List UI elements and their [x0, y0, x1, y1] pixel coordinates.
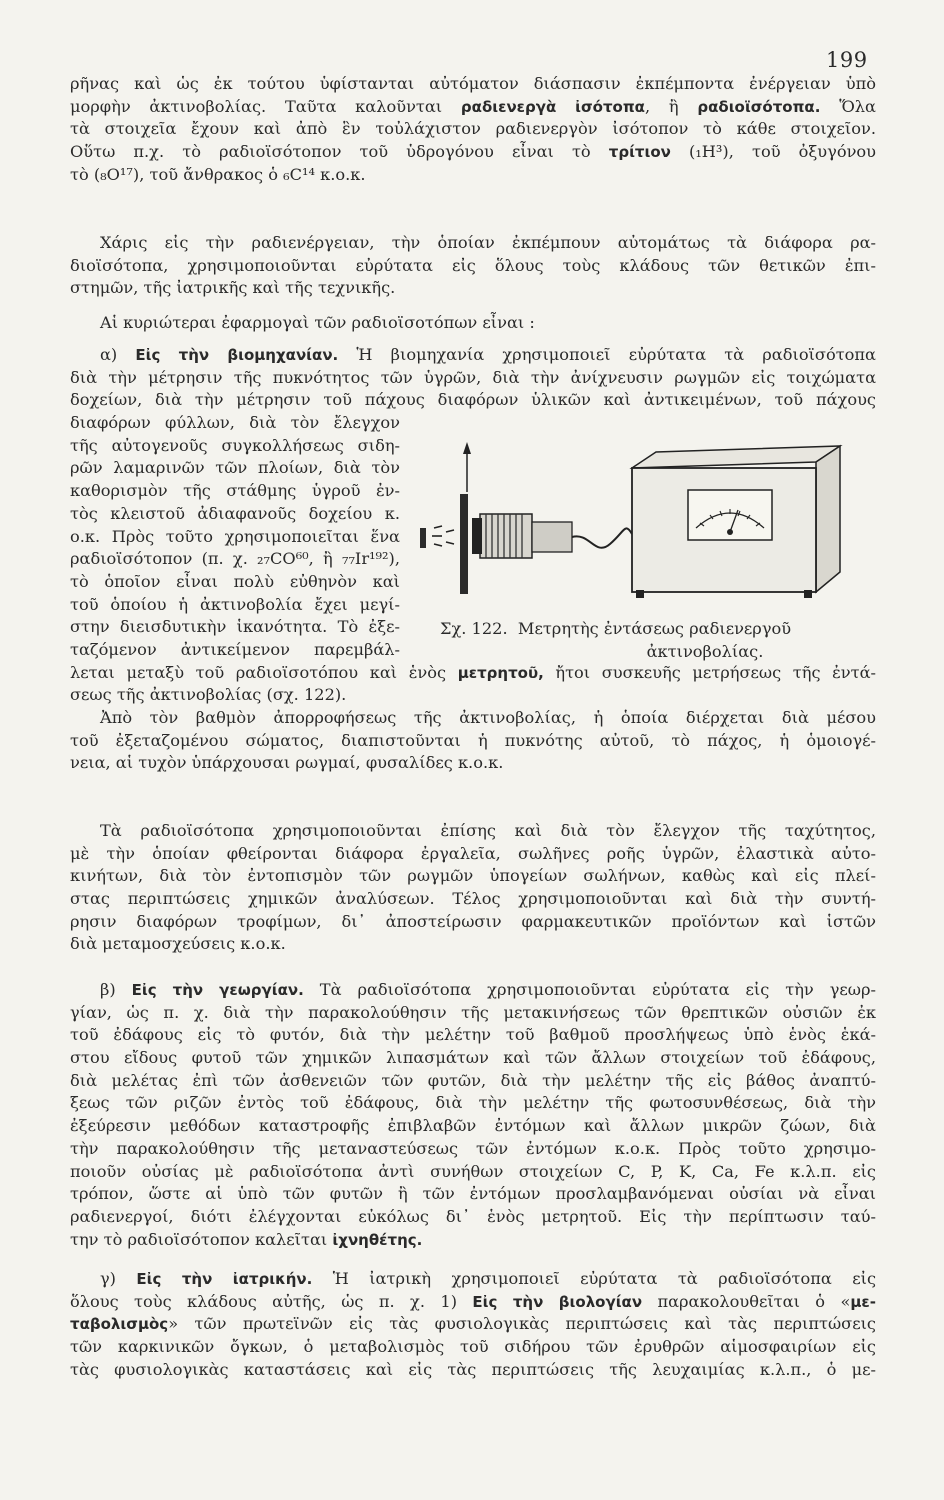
text-line: Αἱ κυριώτεραι ἐφαρμογαὶ τῶν ραδιοϊσοτόπων εἶναι : — [100, 313, 535, 332]
text-line: ρῆνας καὶ ὡς ἐκ τούτου ὑφίστανται αὐτόματον διάσπασιν ἐκπέμποντα ἐνέργειαν ὑπὸ — [70, 74, 876, 93]
term-tracer: ἰχνηθέτης. — [332, 1230, 423, 1249]
agriculture-heading: Εἰς τὴν γεωργίαν. — [131, 981, 304, 999]
figure-caption — [440, 618, 880, 663]
text-line: διὰ μελέτας ἐπὶ τῶν ἀσθενειῶν τῶν φυτῶν, διὰ τὴν μελέτην τῆς εἰς βάθος ἀναπτύ- — [70, 1070, 876, 1090]
object-plate — [460, 494, 468, 594]
text-line: Ἀπὸ τὸν βαθμὸν ἀπορροφήσεως τῆς ἀκτινοβολίας, ἡ ὁποία διέρχεται διὰ μέσου — [100, 708, 876, 727]
text-line: τὸς κλειστοῦ ἀδιαφανοῦς δοχείου κ. — [70, 503, 400, 523]
text-line: ἐξεύρεσιν μεθόδων καταστροφῆς ἐπιβλαβῶν ἐντόμων καὶ ἄλλων μικρῶν ζώων, διὰ — [70, 1116, 876, 1136]
text-line: Οὕτω π.χ. τὸ ραδιοϊσότοπον τοῦ ὑδρογόνου εἶναι τὸ τρίτιον (₁H³), τοῦ ὀξυγόνου — [70, 142, 876, 162]
text-line: ραδιοϊσότοπον (π. χ. ₂₇CO⁶⁰, ἢ ₇₇Ir¹⁹²), — [70, 549, 400, 569]
speed-paragraph — [70, 820, 876, 956]
text-line: καθορισμὸν τῆς στάθμης ὑγροῦ ἐν- — [70, 481, 400, 501]
page-number: 199 — [826, 48, 868, 72]
text-line: μὲ τὴν ὁποίαν φθείρονται διάφορα ἐργαλεῖα, σωλῆνες ροῆς ὑγρῶν, ἐλαστικὰ αὐτο- — [70, 843, 876, 863]
agriculture-section — [70, 979, 876, 1251]
caption-line-2: ἀκτινοβολίας. — [646, 641, 764, 661]
text-line: ρῶν λαμαρινῶν τῶν πλοίων, διὰ τὸν — [70, 458, 400, 478]
text-line: ταβολισμὸς» τῶν πρωτεϊνῶν εἰς τὰς φυσιολογικὰς περιπτώσεις καὶ τὰς περιπτώσεις — [70, 1314, 876, 1334]
medicine-section — [70, 1268, 876, 1381]
text-line: στου εἴδους φυτοῦ τῶν χημικῶν λιπασμάτων καὶ τῶν ἄλλων στοιχείων τοῦ ἐδάφους, — [70, 1048, 876, 1068]
text-line: λεται μεταξὺ τοῦ ραδιοϊσοτόπου καὶ ἑνὸς μετρητοῦ, ἤτοι συσκευῆς μετρήσεως τῆς ἐντά- — [70, 662, 876, 682]
arrow-head — [463, 442, 471, 454]
text-line: τῆς αὐτογενοῦς συγκολλήσεως σιδη- — [70, 435, 400, 455]
text-line: ὅλους τοὺς κλάδους αὐτῆς, ὡς π. χ. 1) Εἰς τὴν βιολογίαν παρακολουθεῖται ὁ «με- — [70, 1291, 876, 1311]
text-line: τοῦ ἐξεταζομένου σώματος, διαπιστοῦνται ἡ πυκνότης αὐτοῦ, τὸ πάχος, ἡ ὁμοιογέ- — [70, 730, 876, 750]
text-line: σεως τῆς ἀκτινοβολίας (σχ. 122). — [70, 685, 347, 705]
text-line: νεια, αἱ τυχὸν ὑπάρχουσαι ρωγμαί, φυσαλίδες κ.ο.κ. — [70, 753, 504, 773]
usage-paragraph — [70, 232, 876, 300]
text-line: στημῶν, τῆς ἰατρικῆς καὶ τῆς τεχνικῆς. — [70, 278, 396, 298]
text-line: α) Εἰς τὴν βιομηχανίαν. Ἡ βιομηχανία χρησιμοποιεῖ εὐρύτατα τὰ ραδιοϊσότοπα — [100, 345, 876, 364]
text-line: γ) Εἰς τὴν ἰατρικήν. Ἡ ἰατρικὴ χρησιμοποιεῖ εὐρύτατα τὰ ραδιοϊσότοπα εἰς — [100, 1269, 876, 1288]
text-line: Τὰ ραδιοϊσότοπα χρησιμοποιοῦνται ἐπίσης καὶ διὰ τὸν ἔλεγχον τῆς ταχύτητος, — [100, 821, 876, 840]
text-line: τὰ στοιχεῖα ἔχουν καὶ ἀπὸ ἓν τοὐλάχιστον ραδιενεργὸν ἰσότοπον τὸ κάθε στοιχεῖον. — [70, 119, 876, 139]
text-line: κινήτων, διὰ τὸν ἐντοπισμὸν τῶν ρωγμῶν ὑπογείων σωλήνων, καθὼς καὶ εἰς πλεί- — [70, 866, 876, 886]
text-line: μορφὴν ἀκτινοβολίας. Ταῦτα καλοῦνται ραδιενεργὰ ἰσότοπα, ἢ ραδιοϊσότοπα. Ὅλα — [70, 96, 876, 116]
medicine-heading: Εἰς τὴν ἰατρικήν. — [136, 1270, 313, 1288]
term-metabolism: ταβολισμὸς — [70, 1315, 169, 1334]
text-line: τοῦ ἐδάφους εἰς τὸ φυτόν, διὰ τὴν μελέτην τοῦ βαθμοῦ προσλήψεως ὑπὸ ἑνὸς ἑκά- — [70, 1025, 876, 1045]
text-line: τρόπον, ὥστε αἱ ὑπὸ τῶν φυτῶν ἢ τῶν ἐντόμων προσλαμβανόμεναι οὐσίαι νὰ εἶναι — [70, 1184, 876, 1204]
text-line: τὸ ὁποῖον εἶναι πολὺ εὐθηνὸν καὶ — [70, 571, 400, 591]
text-line: τῶν καρκινικῶν ὄγκων, ὁ μεταβολισμὸς τοῦ σιδήρου τῶν ἐρυθρῶν αἱμοσφαιρίων εἰς — [70, 1337, 876, 1357]
text-line: ξεως τῶν ριζῶν ἐντὸς τοῦ ἐδάφους, διὰ τὴν μελέτην τῆς φωτοσυνθέσεως, διὰ τὴν — [70, 1093, 876, 1113]
text-line: δοχείων, διὰ τὴν μέτρησιν τοῦ πάχους διαφόρων ὑλικῶν καὶ ἀντικειμένων, τοῦ πάχους — [70, 390, 876, 410]
text-line: ταζόμενον ἀντικείμενον παρεμβάλ- — [70, 639, 400, 659]
text-line: διὰ μεταμοσχεύσεις κ.ο.κ. — [70, 934, 286, 954]
text-line: τὴν παρακολούθησιν τῆς μεταναστεύσεως τῶν ἐντόμων κ.ο.κ. Πρὸς τοῦτο χρησιμο- — [70, 1138, 876, 1158]
text-line: τοῦ ὁποίου ἡ ἀκτινοβολία ἔχει μεγί- — [70, 594, 400, 614]
radiation-counter-drawing — [420, 432, 880, 622]
text-line: στας περιπτώσεις χημικῶν ἀναλύσεων. Τέλος χρησιμοποιοῦνται καὶ διὰ τὴν συντή- — [70, 889, 876, 909]
text-line: β) Εἰς τὴν γεωργίαν. Τὰ ραδιοϊσότοπα χρησιμοποιοῦνται εὐρύτατα εἰς τὴν γεωρ- — [100, 980, 876, 999]
caption-line-1: Μετρητὴς ἐντάσεως ραδιενεργοῦ — [517, 619, 792, 638]
text-line: τὸ (₈O¹⁷), τοῦ ἄνθρακος ὁ ₆C¹⁴ κ.ο.κ. — [70, 164, 366, 184]
text-line: διὰ τὴν μέτρησιν τῆς πυκνότητος τῶν ὑγρῶν, διὰ τὴν ἀνίχνευσιν ρωγμῶν εἰς τοιχώματα — [70, 367, 876, 387]
figure-number: Σχ. 122. — [440, 619, 508, 638]
detector-tube — [480, 514, 532, 558]
applications-intro — [70, 312, 876, 335]
biology-heading: Εἰς τὴν βιολογίαν — [472, 1292, 643, 1311]
industry-heading: Εἰς τὴν βιομηχανίαν. — [135, 346, 339, 364]
text-line: διοϊσότοπα, χρησιμοποιοῦνται εὐρύτατα εἰς ὅλους τοὺς κλάδους τῶν θετικῶν ἐπι- — [70, 255, 876, 275]
text-line: την τὸ ραδιοϊσότοπον καλεῖται ἰχνηθέτης. — [70, 1229, 423, 1249]
cable — [572, 528, 632, 547]
text-line: ο.κ. Πρὸς τοῦτο χρησιμοποιεῖται ἕνα — [70, 526, 400, 546]
text-line: στην διεισδυτικὴν ἱκανότητα. Τὸ ἐξε- — [70, 617, 400, 637]
text-line: τὰς φυσιολογικὰς καταστάσεις καὶ εἰς τὰς περιπτώσεις τῆς λευχαιμίας κ.λ.π., ὁ με- — [70, 1359, 876, 1379]
term-counter: μετρητοῦ, — [457, 663, 544, 682]
term-radioactive-isotopes: ραδιενεργὰ ἰσότοπα — [460, 97, 645, 116]
text-line: διαφόρων φύλλων, διὰ τὸν ἔλεγχον — [70, 413, 400, 433]
text-line: Χάρις εἰς τὴν ραδιενέργειαν, τὴν ὁποίαν ἐκπέμπουν αὐτομάτως τὰ διάφορα ρα- — [100, 233, 876, 252]
text-line: γίαν, ὡς π. χ. διὰ τὴν παρακολούθησιν τῆς μετακινήσεως τῶν θρεπτικῶν οὐσιῶν ἐκ — [70, 1002, 876, 1022]
term-tritium: τρίτιον — [608, 143, 671, 162]
text-line: ραδιενεργοί, διότι ἐλέγχονται εὐκόλως δι᾽ ἑνὸς μετρητοῦ. Εἰς τὴν περίπτωσιν ταύ- — [70, 1206, 876, 1226]
intro-paragraph — [70, 73, 876, 186]
text-line: ποιοῦν οὐσίας μὲ ραδιοϊσότοπα ἀντὶ συνήθων στοιχείων C, P, K, Ca, Fe κ.λ.π. εἰς — [70, 1161, 876, 1181]
text-line: ρησιν διαφόρων τροφίμων, δι᾽ ἀποστείρωσιν φαρμακευτικῶν προϊόντων καὶ ἱστῶν — [70, 911, 876, 931]
radiation-marks — [420, 526, 454, 548]
term-radioisotopes: ραδιοϊσότοπα. — [697, 97, 821, 116]
